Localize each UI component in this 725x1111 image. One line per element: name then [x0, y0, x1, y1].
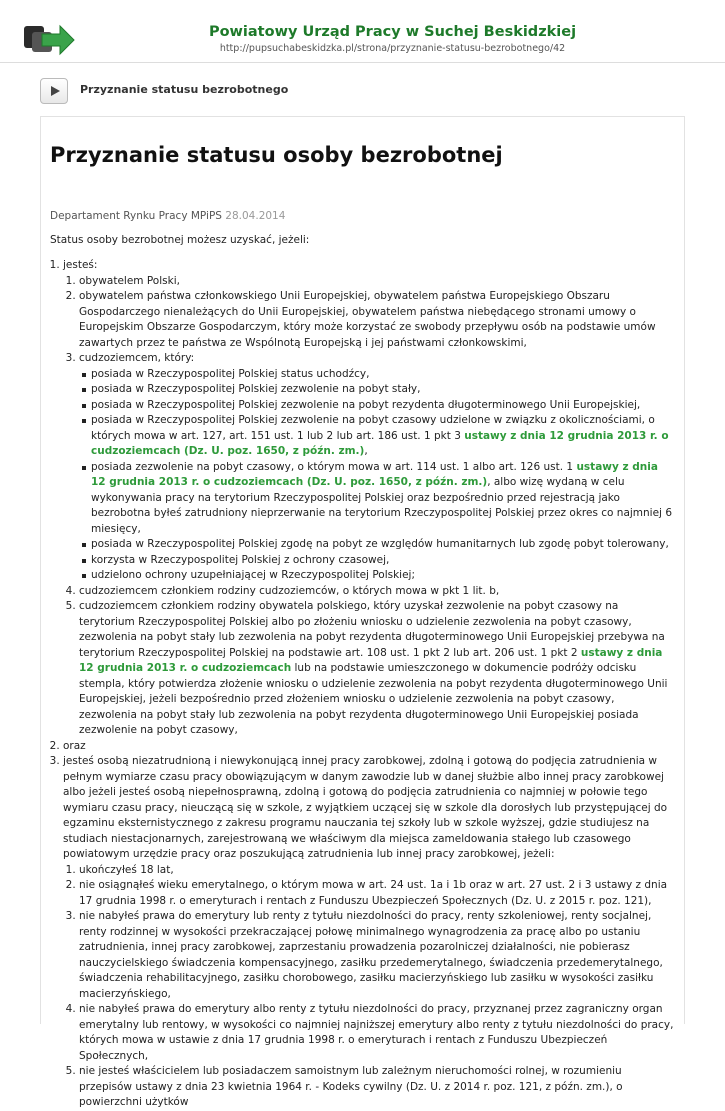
article-meta	[50, 210, 675, 222]
list-item: 5. nie jesteś właścicielem lub posiadaczem samoistnym lub zależnym nieruchomości rolnej, w rozumieniu przepisów ustawy z dnia 23 kwietnia 1964 r. - Kodeks cywilny (Dz. U. z 2014 r. poz. 121, z późn. zm.), o powierzchni użytków	[79, 1064, 675, 1111]
article	[50, 140, 675, 1111]
bullet-item: udzielono ochrony uzupełniającej w Rzeczypospolitej Polskiej;	[91, 568, 675, 584]
article-body	[50, 258, 675, 1111]
law-link[interactable]: ustawy z dnia 12 grudnia 2013 r. o cudzoziemcach	[79, 646, 663, 674]
bullet-item: korzysta w Rzeczypospolitej Polskiej z ochrony czasowej,	[91, 553, 675, 569]
list-item: 3. cudzoziemcem, który: posiada w Rzeczypospolitej Polskiej status uchodźcy, posiada w Rzeczypospolitej Polskiej zezwolenie na pobyt stały, posiada w Rzeczypospolitej Polskiej zezwolenie na pobyt rezydenta długoterminowego Unii Europejskiej, posiada w Rzeczypospolitej Polskiej zezwolenie na pobyt czasowy udzielone w związku z okolicznościami, o których mowa w art. 127, art. 151 ust. 1 lub 2 lub art. 186 ust. 1 pkt 3 ustawy z dnia 12 grudnia 2013 r. o cudzoziemcach (Dz. U. poz. 1650, z późn. zm.), posiada zezwolenie na pobyt czasowy, o którym mowa w art. 114 ust. 1 albo art. 126 ust. 1 ustawy z dnia 12 grudnia 2013 r. o cudzoziemcach (Dz. U. poz. 1650, z późn. zm.), albo wizę wydaną w celu wykonywania pracy na terytorium Rzeczypospolitej Polskiej oraz bezpośrednio przed rejestracją jako bezrobotna byłeś zatrudniony nieprzerwanie na terytorium Rzeczypospolitej Polskiej przez okres co najmniej 6 miesięcy, posiada w Rzeczypospolitej Polskiej zgodę na pobyt ze względów humanitarnych lub zgodę pobyt tolerowany, korzysta w Rzeczypospolitej Polskiej z ochrony czasowej, udzielono ochrony uzupełniającej w Rzeczypospolitej Polskiej;	[79, 351, 675, 584]
site-title[interactable]: Powiatowy Urząd Pracy w Suchej Beskidzkiej	[208, 24, 577, 40]
list-item: 5. cudzoziemcem członkiem rodziny obywatela polskiego, który uzyskał zezwolenie na pobyt czasowy na terytorium Rzeczypospolitej Polskiej albo po złożeniu wniosku o udzielenie zezwolenia na pobyt czasowy, zezwolenia na pobyt stały lub zezwolenia na pobyt rezydenta długoterminowego Unii Europejskiej przebywa na terytorium Rzeczypospolitej Polskiej na podstawie art. 108 ust. 1 pkt 2 lub art. 206 ust. 1 pkt 2 ustawy z dnia 12 grudnia 2013 r. o cudzoziemcach lub na podstawie umieszczonego w dokumencie podróży odcisku stempla, który potwierdza złożenie wniosku o udzielenie zezwolenia na pobyt rezydenta długoterminowego Unii Europejskiej, jeżeli bezpośrednio przed złożeniem wniosku o udzielenie zezwolenia na pobyt czasowy, zezwolenia na pobyt stały lub zezwolenia na pobyt rezydenta długoterminowego Unii Europejskiej posiada zezwolenie na pobyt czasowy,	[79, 599, 675, 739]
bullet-item: posiada w Rzeczypospolitej Polskiej zezwolenie na pobyt stały,	[91, 382, 675, 398]
list-item: 3. jesteś osobą niezatrudnioną i niewykonującą innej pracy zarobkowej, zdolną i gotową do podjęcia zatrudnienia w pełnym wymiarze czasu pracy obowiązującym w danym zawodzie lub w danej służbie albo innej pracy zarobkowej albo jeżeli jesteś osobą niepełnosprawną, zdolną i gotową do podjęcia zatrudnienia co najmniej w połowie tego wymiaru czasu pracy, nieuczącą się w szkole, z wyjątkiem uczącej się w szkole dla dorosłych lub przystępującej do egzaminu eksternistycznego z zakresu programu nauczania tej szkoły lub w szkole wyższej, gdzie studiujesz na studiach niestacjonarnych, zarejestrowaną we właściwym dla miejsca zameldowania stałego lub czasowego powiatowym urzędzie pracy oraz poszukującą zatrudnienia lub innej pracy zarobkowej, jeżeli: 1. ukończyłeś 18 lat, 2. nie osiągnąłeś wieku emerytalnego, o którym mowa w art. 24 ust. 1a i 1b oraz w art. 27 ust. 2 i 3 ustawy z dnia 17 grudnia 1998 r. o emeryturach i rentach z Funduszu Ubezpieczeń Społecznych (Dz. U. z 2015 r. poz. 121), 3. nie nabyłeś prawa do emerytury lub renty z tytułu niezdolności do pracy, renty szkoleniowej, renty socjalnej, renty rodzinnej w wysokości przekraczającej połowę minimalnego wynagrodzenia za pracę albo po ustaniu zatrudnienia, innej pracy zarobkowej, zaprzestaniu prowadzenia pozarolniczej działalności, nie pobierasz nauczycielskiego świadczenia kompensacyjnego, zasiłku przedemerytalnego, świadczenia przedemerytalnego, świadczenia rehabilitacyjnego, zasiłku chorobowego, zasiłku macierzyńskiego lub zasiłku w wysokości zasiłku macierzyńskiego, 4. nie nabyłeś prawa do emerytury albo renty z tytułu niezdolności do pracy, przyznanej przez zagraniczny organ emerytalny lub rentowy, w wysokości co najmniej najniższej emerytury albo renty z tytułu niezdolności do pracy, których mowa w ustawie z dnia 17 grudnia 1998 r. o emeryturach i rentach z Funduszu Ubezpieczeń Społecznych, 5. nie jesteś właścicielem lub posiadaczem samoistnym lub zależnym nieruchomości rolnej, w rozumieniu przepisów ustawy z dnia 23 kwietnia 1964 r. - Kodeks cywilny (Dz. U. z 2014 r. poz. 121, z późn. zm.), o powierzchni użytków	[63, 754, 675, 1111]
article-author: Departament Rynku Pracy MPiPS	[50, 210, 222, 222]
article-title: Przyznanie statusu osoby bezrobotnej	[50, 143, 503, 167]
article-intro: Status osoby bezrobotnej możesz uzyskać, jeżeli:	[50, 234, 310, 246]
law-link[interactable]: ustawy z dnia 12 grudnia 2013 r. o cudzoziemcach (Dz. U. poz. 1650, z późn. zm.)	[91, 429, 669, 457]
breadcrumb-title: Przyznanie statusu bezrobotnego	[80, 83, 289, 96]
breadcrumb-button[interactable]	[40, 78, 68, 104]
bullet-item: posiada w Rzeczypospolitej Polskiej zezwolenie na pobyt czasowy udzielone w związku z okolicznościami, o których mowa w art. 127, art. 151 ust. 1 lub 2 lub art. 186 ust. 1 pkt 3 ustawy z dnia 12 grudnia 2013 r. o cudzoziemcach (Dz. U. poz. 1650, z późn. zm.),	[91, 413, 675, 460]
list-item: 2. oraz	[63, 739, 675, 755]
article-date: 28.04.2014	[225, 210, 286, 222]
sublist	[63, 863, 675, 1111]
bullet-item: posiada w Rzeczypospolitej Polskiej zezwolenie na pobyt rezydenta długoterminowego Unii Europejskiej,	[91, 398, 675, 414]
list-item: 4. nie nabyłeś prawa do emerytury albo renty z tytułu niezdolności do pracy, przyznanej przez zagraniczny organ emerytalny lub rentowy, w wysokości co najmniej najniższej emerytury albo renty z tytułu niezdolności do pracy, których mowa w ustawie z dnia 17 grudnia 1998 r. o emeryturach i rentach z Funduszu Ubezpieczeń Społecznych,	[79, 1002, 675, 1064]
list-item: 1. obywatelem Polski,	[79, 274, 675, 290]
list-item: 2. obywatelem państwa członkowskiego Unii Europejskiej, obywatelem państwa Europejskiego Obszaru Gospodarczego nienależących do Unii Europejskiej, obywatelem państwa niebędącego stronami umowy o Europejskim Obszarze Gospodarczym, który może korzystać ze swobody przepływu osób na podstawie umów zawartych przez te państwa ze Wspólnotą Europejską i jej państwami członkowskimi,	[79, 289, 675, 351]
list-item: 4. cudzoziemcem członkiem rodziny cudzoziemców, o których mowa w pkt 1 lit. b,	[79, 584, 675, 600]
sublist	[63, 274, 675, 739]
law-link[interactable]: ustawy z dnia 12 grudnia 2013 r. o cudzoziemcach (Dz. U. poz. 1650, z późn. zm.)	[91, 460, 658, 488]
bullet-item: posiada zezwolenie na pobyt czasowy, o którym mowa w art. 114 ust. 1 albo art. 126 ust. 1 ustawy z dnia 12 grudnia 2013 r. o cudzoziemcach (Dz. U. poz. 1650, z późn. zm.), albo wizę wydaną w celu wykonywania pracy na terytorium Rzeczypospolitej Polskiej oraz bezpośrednio przed rejestracją jako bezrobotna byłeś zatrudniony nieprzerwanie na terytorium Rzeczypospolitej Polskiej przez okres co najmniej 6 miesięcy,	[91, 460, 675, 538]
site-url: http://pupsuchabeskidzka.pl/strona/przyznanie-statusu-bezrobotnego/42	[219, 43, 566, 54]
play-arrow-icon	[49, 85, 61, 97]
list-item: 1. jesteś: 1. obywatelem Polski, 2. obywatelem państwa członkowskiego Unii Europejskiej, obywatelem państwa Europejskiego Obszaru Gospodarczego nienależących do Unii Europejskiej, obywatelem państwa niebędącego stronami umowy o Europejskim Obszarze Gospodarczym, który może korzystać ze swobody przepływu osób na podstawie umów zawartych przez te państwa ze Wspólnotą Europejską i jej państwami członkowskimi, 3. cudzoziemcem, który: posiada w Rzeczypospolitej Polskiej status uchodźcy, posiada w Rzeczypospolitej Polskiej zezwolenie na pobyt stały, posiada w Rzeczypospolitej Polskiej zezwolenie na pobyt rezydenta długoterminowego Unii Europejskiej, posiada w Rzeczypospolitej Polskiej zezwolenie na pobyt czasowy udzielone w związku z okolicznościami, o których mowa w art. 127, art. 151 ust. 1 lub 2 lub art. 186 ust. 1 pkt 3 ustawy z dnia 12 grudnia 2013 r. o cudzoziemcach (Dz. U. poz. 1650, z późn. zm.), posiada zezwolenie na pobyt czasowy, o którym mowa w art. 114 ust. 1 albo art. 126 ust. 1 ustawy z dnia 12 grudnia 2013 r. o cudzoziemcach (Dz. U. poz. 1650, z późn. zm.), albo wizę wydaną w celu wykonywania pracy na terytorium Rzeczypospolitej Polskiej oraz bezpośrednio przed rejestracją jako bezrobotna byłeś zatrudniony nieprzerwanie na terytorium Rzeczypospolitej Polskiej przez okres co najmniej 6 miesięcy, posiada w Rzeczypospolitej Polskiej zgodę na pobyt ze względów humanitarnych lub zgodę pobyt tolerowany, korzysta w Rzeczypospolitej Polskiej z ochrony czasowej, udzielono ochrony uzupełniającej w Rzeczypospolitej Polskiej; 4. cudzoziemcem członkiem rodziny cudzoziemców, o których mowa w pkt 1 lit. b, 5. cudzoziemcem członkiem rodziny obywatela polskiego, który uzyskał zezwolenie na pobyt czasowy na terytorium Rzeczypospolitej Polskiej albo po złożeniu wniosku o udzielenie zezwolenia na pobyt czasowy, zezwolenia na pobyt stały lub zezwolenia na pobyt rezydenta długoterminowego Unii Europejskiej przebywa na terytorium Rzeczypospolitej Polskiej na podstawie art. 108 ust. 1 pkt 2 lub art. 206 ust. 1 pkt 2 ustawy z dnia 12 grudnia 2013 r. o cudzoziemcach lub na podstawie umieszczonego w dokumencie podróży odcisku stempla, który potwierdza złożenie wniosku o udzielenie zezwolenia na pobyt rezydenta długoterminowego Unii Europejskiej, jeżeli bezpośrednio przed złożeniem wniosku o udzielenie zezwolenia na pobyt czasowy, zezwolenia na pobyt stały lub zezwolenia na pobyt rezydenta długoterminowego Unii Europejskiej posiada zezwolenie na pobyt czasowy,	[63, 258, 675, 739]
page-header	[0, 0, 725, 63]
bullet-list	[79, 367, 675, 584]
requirements-list	[50, 258, 675, 1111]
list-item: 2. nie osiągnąłeś wieku emerytalnego, o którym mowa w art. 24 ust. 1a i 1b oraz w art. 27 ust. 2 i 3 ustawy z dnia 17 grudnia 1998 r. o emeryturach i rentach z Funduszu Ubezpieczeń Społecznych (Dz. U. z 2015 r. poz. 121),	[79, 878, 675, 909]
list-item: 3. nie nabyłeś prawa do emerytury lub renty z tytułu niezdolności do pracy, renty szkoleniowej, renty socjalnej, renty rodzinnej w wysokości przekraczającej połowę minimalnego wynagrodzenia za pracę albo po ustaniu zatrudnienia, innej pracy zarobkowej, zaprzestaniu prowadzenia pozarolniczej działalności, nie pobierasz nauczycielskiego świadczenia kompensacyjnego, zasiłku przedemerytalnego, świadczenia przedemerytalnego, świadczenia rehabilitacyjnego, zasiłku chorobowego, zasiłku macierzyńskiego lub zasiłku w wysokości zasiłku macierzyńskiego,	[79, 909, 675, 1002]
bullet-item: posiada w Rzeczypospolitej Polskiej status uchodźcy,	[91, 367, 675, 383]
bullet-item: posiada w Rzeczypospolitej Polskiej zgodę na pobyt ze względów humanitarnych lub zgodę pobyt tolerowany,	[91, 537, 675, 553]
list-item: 1. ukończyłeś 18 lat,	[79, 863, 675, 879]
